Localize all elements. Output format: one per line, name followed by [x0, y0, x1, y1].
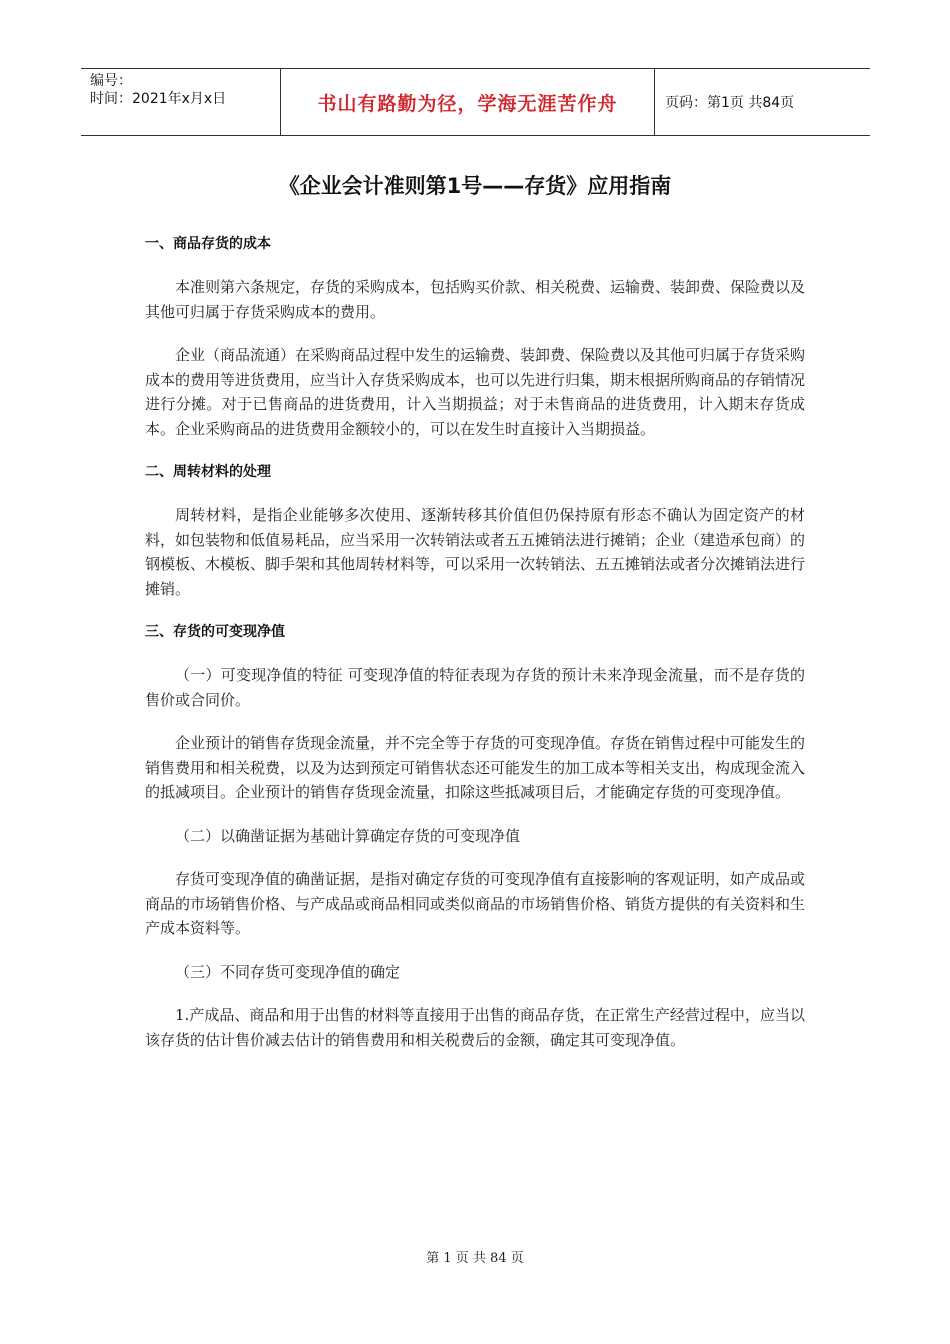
- paragraph: 企业（商品流通）在采购商品过程中发生的运输费、装卸费、保险费以及其他可归属于存货采购成本的费用等进货费用，应当计入存货采购成本，也可以先进行归集，期末根据所购商品的存销情况进行分摊。对于已售商品的进货费用，计入当期损益；对于未售商品的进货费用，计入期末存货成本。企业采购商品的进货费用金额较小的，可以在发生时直接计入当期损益。: [145, 346, 806, 438]
- document-body: [145, 232, 805, 1071]
- paragraph: 本准则第六条规定，存货的采购成本，包括购买价款、相关税费、运输费、装卸费、保险费以及其他可归属于存货采购成本的费用。: [145, 278, 806, 321]
- document-header: [81, 68, 870, 136]
- header-page-info: 页码：第1页 共84页: [665, 95, 795, 111]
- section-heading: 一、商品存货的成本: [145, 236, 271, 252]
- paragraph: 1.产成品、商品和用于出售的材料等直接用于出售的商品存货，在正常生产经营过程中，应当以该存货的估计售价减去估计的销售费用和相关税费后的金额，确定其可变现净值。: [145, 1006, 805, 1049]
- document-number-label: 编号：: [90, 73, 132, 89]
- subsection-heading: （三）不同存货可变现净值的确定: [175, 962, 401, 981]
- document-time-label: 时间：2021年x月x日: [90, 91, 227, 107]
- document-title: 《企业会计准则第1号——存货》应用指南: [278, 174, 672, 198]
- paragraph: 企业预计的销售存货现金流量，并不完全等于存货的可变现净值。存货在销售过程中可能发生的销售费用和相关税费，以及为达到预定可销售状态还可能发生的加工成本等相关支出，构成现金流入的抵减项目。企业预计的销售存货现金流量，扣除这些抵减项目后，才能确定存货的可变现净值。: [145, 734, 806, 801]
- header-meta: [81, 69, 281, 135]
- page-footer: 第 1 页 共 84 页: [426, 1251, 524, 1266]
- paragraph: 存货可变现净值的确凿证据，是指对确定存货的可变现净值有直接影响的客观证明，如产成品或商品的市场销售价格、与产成品或商品相同或类似商品的市场销售价格、销货方提供的有关资料和生产成本资料等。: [145, 870, 806, 937]
- header-motto: 书山有路勤为径，学海无涯苦作舟: [281, 69, 655, 135]
- subsection-heading: （二）以确凿证据为基础计算确定存货的可变现净值: [175, 826, 521, 845]
- section-heading: 二、周转材料的处理: [145, 464, 271, 480]
- paragraph: 周转材料，是指企业能够多次使用、逐渐转移其价值但仍保持原有形态不确认为固定资产的材料，如包装物和低值易耗品，应当采用一次转销法或者五五摊销法进行摊销；企业（建造承包商）的钢模板、木模板、脚手架和其他周转材料等，可以采用一次转销法、五五摊销法或者分次摊销法进行摊销。: [145, 506, 806, 598]
- paragraph: （一）可变现净值的特征 可变现净值的特征表现为存货的预计未来净现金流量，而不是存货的售价或合同价。: [145, 666, 805, 709]
- section-heading: 三、存货的可变现净值: [145, 624, 285, 640]
